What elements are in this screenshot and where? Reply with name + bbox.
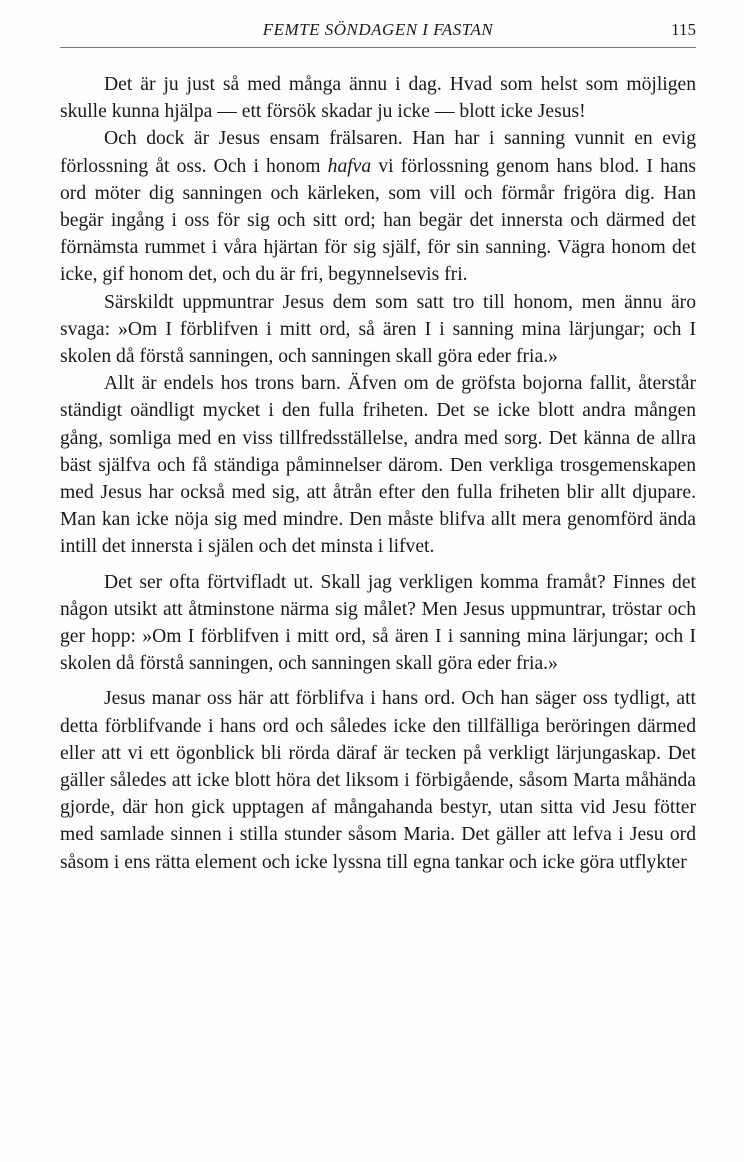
paragraph-2: [60, 125, 696, 288]
page-number: 115: [671, 20, 696, 39]
paragraph-5: Det ser ofta förtvifladt ut. Skall jag verkligen komma framåt? Finnes det någon utsikt att åtminstone närma sig målet? Men Jesus uppmuntrar, tröstar och ger hopp: »Om I förblifven i mitt ord, så ären I i sanning mina lärjungar; och I skolen då förstå sanningen, och sanningen skall göra eder fria.»: [60, 571, 696, 675]
paragraph-1: Det är ju just så med många ännu i dag. Hvad som helst som möjligen skulle kunna hjälpa — ett försök skadar ju icke — blott icke Jesus!: [60, 74, 696, 123]
header-rule: [60, 47, 696, 48]
paragraph-6: Jesus manar oss här att förblifva i hans ord. Och han säger oss tydligt, att detta förblifvande i hans ord och således icke den tillfälliga beröringen därmed eller att vi ett ögonblick bli rörda däraf är tecken på verkligt lärjungaskap. Det gäller således att icke blott höra det liksom i förbigående, såsom Marta måhända gjorde, där hon gick upptagen af mångahanda bestyr, utan sitta vid Jesu fötter med samlade sinnen i stilla stunder såsom Maria. Det gäller att lefva i Jesu ord såsom i ens rätta element och icke lyssna till egna tankar och icke göra utflykter: [60, 688, 696, 873]
paragraph-3: Särskildt uppmuntrar Jesus dem som satt tro till honom, men ännu äro svaga: »Om I förblifven i mitt ord, så ären I i sanning mina lärjungar; och I skolen då förstå sanningen, och sanningen skall göra eder fria.»: [60, 291, 696, 368]
running-head: [60, 20, 696, 44]
running-title: FEMTE SÖNDAGEN I FASTAN: [262, 20, 494, 39]
body-text: [60, 71, 696, 876]
paragraph-2-start: Och dock är Jesus ensam frälsaren. Han har i sanning vunnit en evig förlossning åt oss. Och i honom: [60, 128, 696, 177]
emphasized-word: hafva: [327, 155, 372, 177]
paragraph-2-end: vi förlossning genom hans blod. I hans ord möter dig sanningen och kärleken, som vill och förmår frigöra dig. Han begär ingång i oss för sig och sitt ord; han begär det innersta och därmed det förnämsta rummet i våra hjärtan för sig själf, för sin sanning. Vägra honom det icke, gif honom det, och du är fri, begynnelsevis fri.: [60, 155, 696, 286]
paragraph-4: Allt är endels hos trons barn. Äfven om de gröfsta bojorna fallit, återstår ständigt oändligt mycket i den fulla friheten. Det se icke blott andra mången gång, somliga med en viss tillfredsställelse, andra med sorg. Det känna de allra bäst själfva och få ständiga påminnelser därom. Den verkliga trosgemenskapen med Jesus har också med sig, att åtrån efter den fulla friheten blir allt djupare. Man kan icke nöja sig med mindre. Den måste blifva allt mera genomförd ända intill det innersta i själen och det minsta i lifvet.: [60, 373, 696, 558]
